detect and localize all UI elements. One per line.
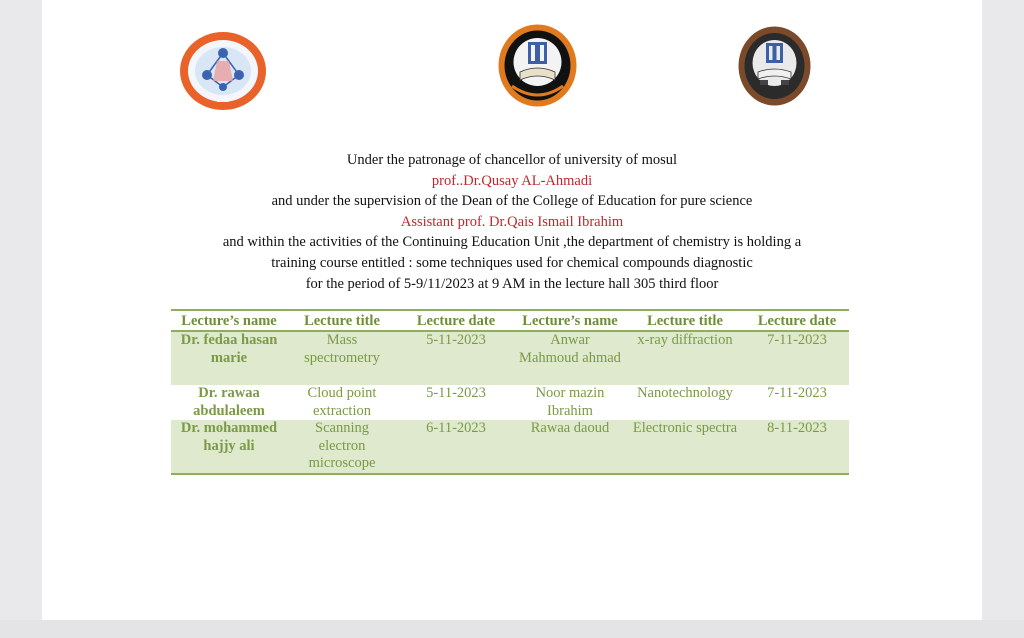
table-row	[171, 331, 849, 385]
lecture-title: Scanning electron microscope	[287, 420, 397, 474]
announcement-text	[42, 150, 982, 294]
column-header: Lecture’s name	[515, 310, 625, 331]
lecturer-name: Dr. fedaa hasan marie	[171, 331, 287, 385]
lecturer-name: Dr. mohammed hajjy ali	[171, 420, 287, 474]
lecture-date: 7-11-2023	[767, 385, 827, 401]
column-header: Lecture date	[745, 310, 849, 331]
lecturer-name: Rawaa daoud	[515, 420, 625, 474]
lecturer-name: Dr. rawaa abdulaleem	[193, 385, 265, 419]
lecture-date: 5-11-2023	[397, 331, 515, 385]
lecturer-name: Noor mazin Ibrahim	[535, 385, 605, 419]
college-of-education-logo-icon	[738, 26, 811, 106]
chancellor-name: prof..Dr.Qusay AL-Ahmadi	[431, 172, 593, 189]
lecture-title: Nanotechnology	[637, 385, 733, 401]
dean-name: Assistant prof. Dr.Qais Ismail Ibrahim	[400, 213, 624, 230]
lectures-table	[171, 309, 849, 475]
lecture-title: Mass spectrometry	[287, 331, 397, 385]
lecture-date: 8-11-2023	[745, 420, 849, 474]
logo-year-text: 1975	[216, 98, 230, 104]
university-of-mosul-logo-icon	[498, 24, 577, 107]
table-row	[171, 420, 849, 474]
column-header: Lecture title	[287, 310, 397, 331]
lecture-title: Electronic spectra	[625, 420, 745, 474]
lecture-title: Cloud point extraction	[307, 385, 377, 419]
lecture-date: 5-11-2023	[426, 385, 486, 401]
table-header-row	[171, 310, 849, 331]
patronage-line: Under the patronage of chancellor of university of mosul	[346, 152, 678, 168]
column-header: Lecture title	[625, 310, 745, 331]
supervision-line: and under the supervision of the Dean of the College of Education for pure science	[271, 193, 753, 210]
activities-line: and within the activities of the Continuing Education Unit ,the department of chemistry is holding a	[222, 234, 802, 251]
column-header: Lecture’s name	[171, 310, 287, 331]
lecturer-name: Anwar Mahmoud ahmad	[515, 331, 625, 385]
lecture-title: x-ray diffraction	[625, 331, 745, 385]
lecture-date: 6-11-2023	[397, 420, 515, 474]
column-header: Lecture date	[397, 310, 515, 331]
lecture-date: 7-11-2023	[745, 331, 849, 385]
college-chemistry-logo-icon	[179, 31, 267, 111]
table-row	[171, 385, 849, 420]
period-line: for the period of 5-9/11/2023 at 9 AM in the lecture hall 305 third floor	[305, 275, 719, 292]
course-title-line: training course entitled : some techniques used for chemical compounds diagnostic	[271, 254, 753, 271]
viewer-bottom-bar	[0, 620, 1024, 638]
